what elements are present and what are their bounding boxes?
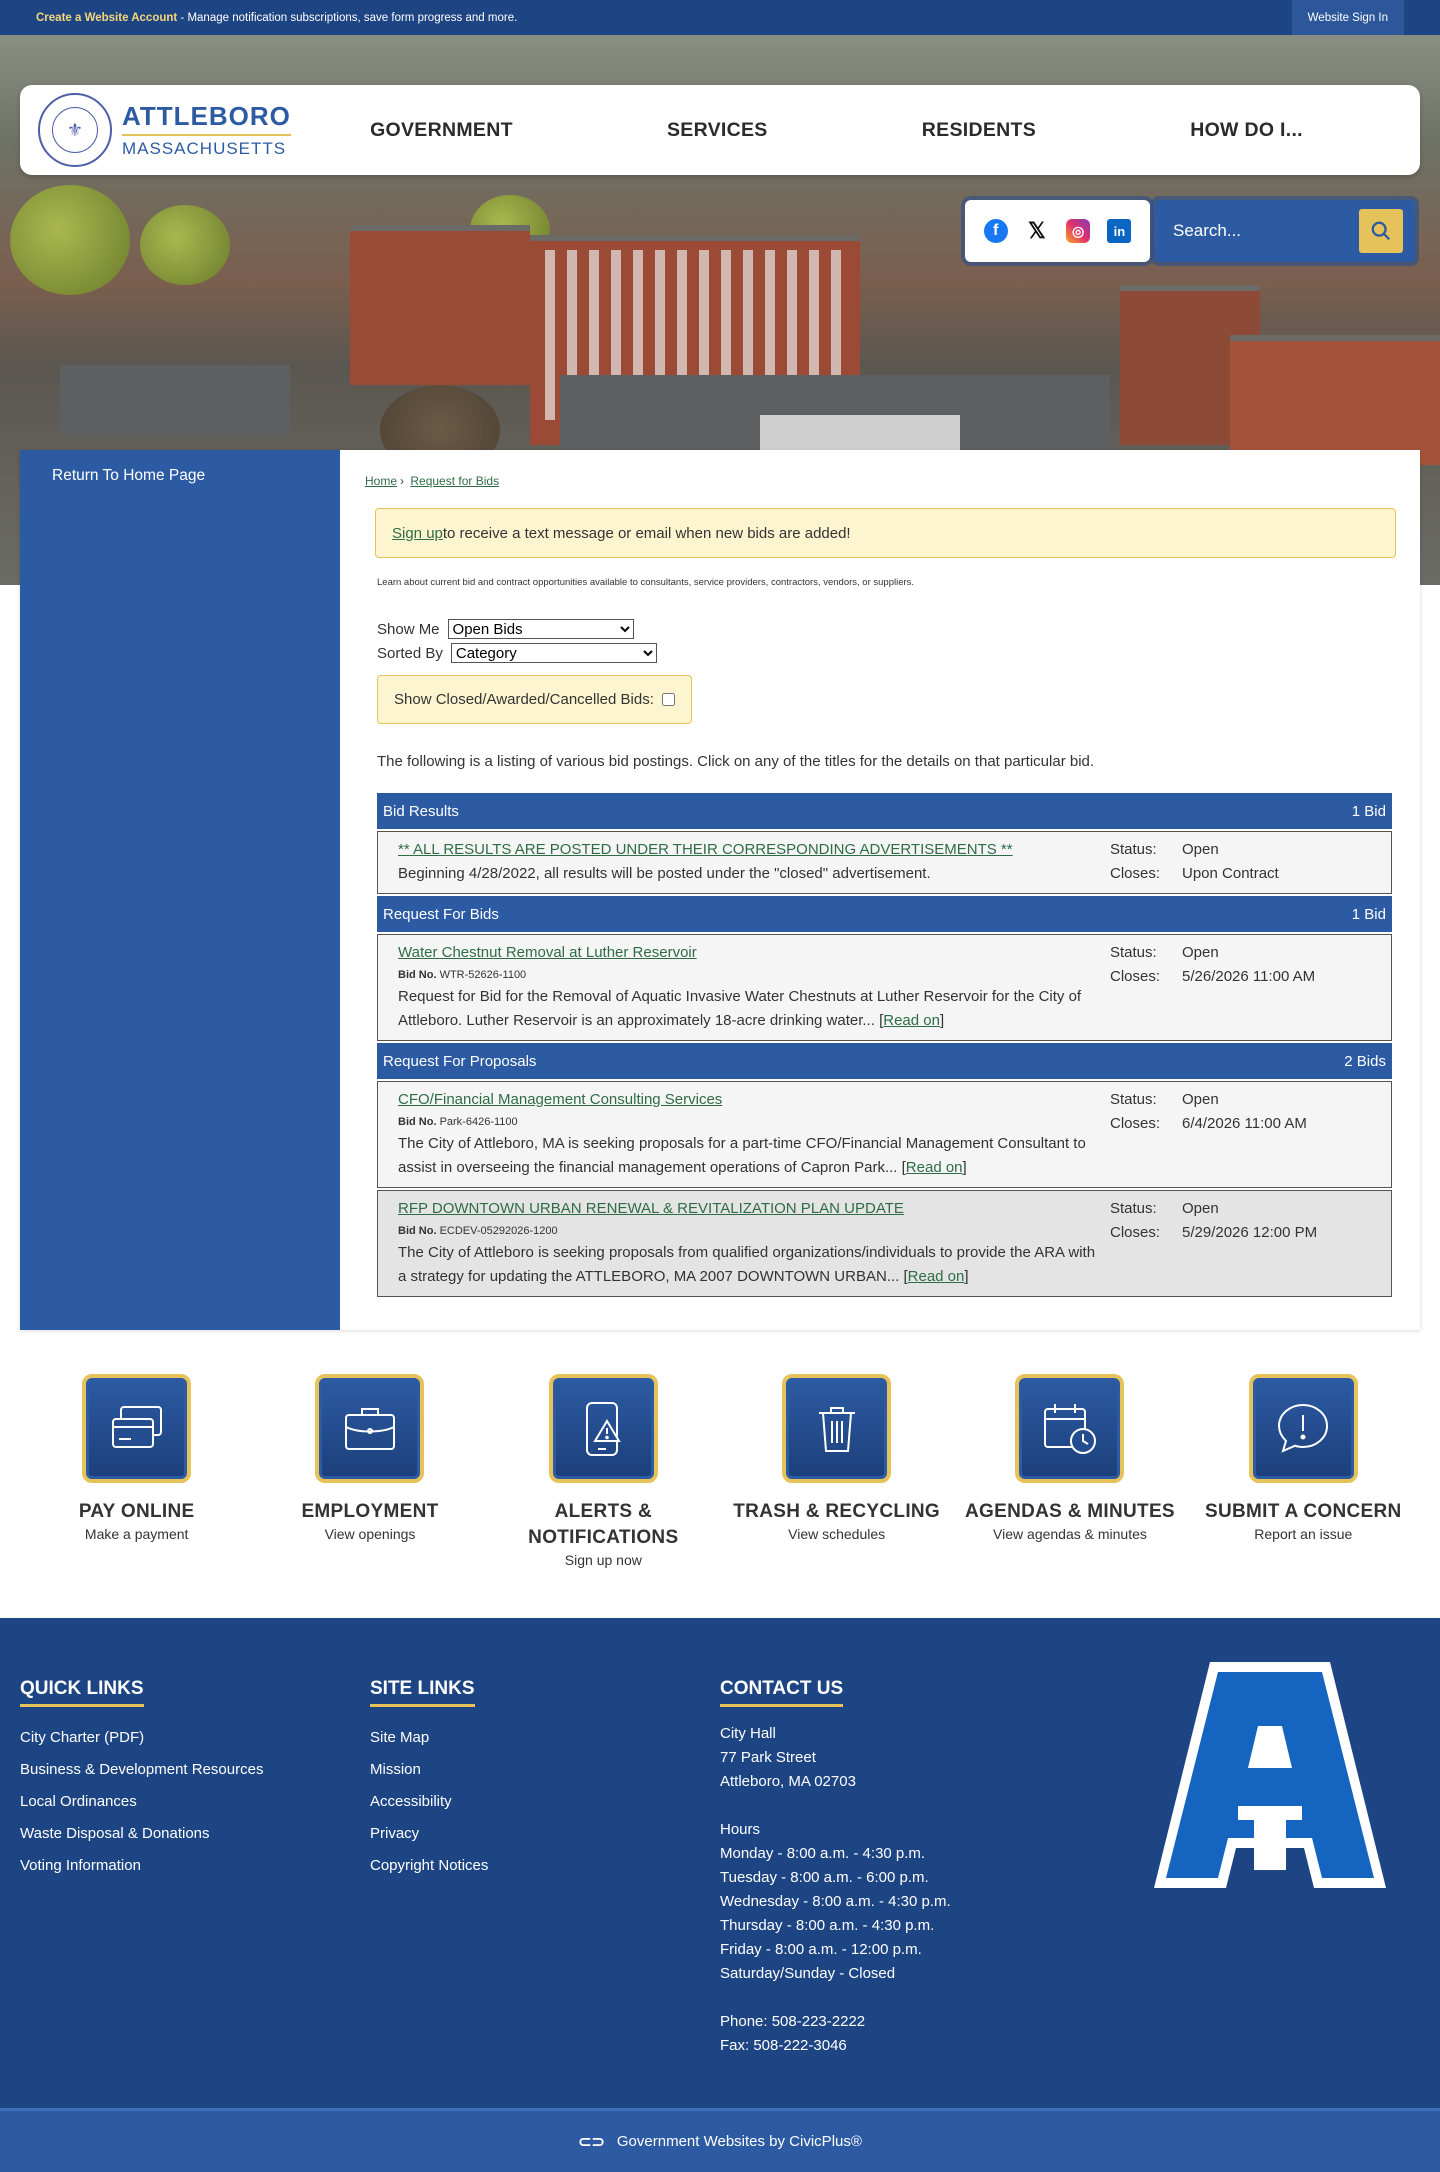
closes-label: Closes: xyxy=(1110,968,1161,985)
category-header-request-for-proposals xyxy=(377,1043,1392,1079)
bid-status: Open xyxy=(1182,1091,1219,1108)
quick-links xyxy=(20,1678,370,2058)
contact-line xyxy=(720,1794,1070,1818)
breadcrumb-home[interactable]: Home xyxy=(365,474,398,488)
return-home-link[interactable]: Return To Home Page xyxy=(52,467,206,484)
read-on-link[interactable]: Read on xyxy=(905,1159,963,1176)
tile-title: TRASH & RECYCLING xyxy=(733,1501,940,1522)
search-box[interactable] xyxy=(1155,200,1415,262)
contact-heading: CONTACT US xyxy=(720,1678,843,1707)
tile-subtitle: View agendas & minutes xyxy=(993,1526,1147,1542)
bid-closes: Upon Contract xyxy=(1182,865,1279,882)
learn-text: Learn about current bid and contract opportunities available to consultants, service providers, contractors, vendors, or suppliers. xyxy=(377,577,915,588)
account-banner-desc: - Manage notification subscriptions, save form progress and more. xyxy=(177,11,518,24)
tile-title: AGENDAS & MINUTES xyxy=(965,1501,1175,1522)
site-links xyxy=(370,1678,720,2058)
bid-item xyxy=(377,1190,1392,1297)
top-bar xyxy=(0,0,1440,35)
status-label: Status: xyxy=(1110,841,1157,858)
category-count: 1 Bid xyxy=(1351,905,1386,923)
instagram-icon[interactable]: ◎ xyxy=(1066,219,1090,243)
contact-line: Phone: 508-223-2222 xyxy=(720,2013,866,2030)
contact-line: Tuesday - 8:00 a.m. - 6:00 p.m. xyxy=(720,1869,929,1886)
quick-tiles xyxy=(0,1330,1440,1618)
contact-line: Wednesday - 8:00 a.m. - 4:30 p.m. xyxy=(720,1893,951,1910)
bid-title-link[interactable]: Water Chestnut Removal at Luther Reservoir xyxy=(398,944,697,961)
contact-line: Saturday/Sunday - Closed xyxy=(720,1965,896,1982)
city-logo[interactable] xyxy=(38,93,293,167)
quick-link[interactable]: Voting Information xyxy=(20,1857,141,1874)
tile-title: ALERTS & NOTIFICATIONS xyxy=(528,1501,679,1548)
bid-title-link[interactable]: RFP DOWNTOWN URBAN RENEWAL & REVITALIZATION PLAN UPDATE xyxy=(398,1200,904,1217)
show-closed-toggle xyxy=(377,675,692,724)
bid-item xyxy=(377,934,1392,1041)
read-on-link[interactable]: Read on xyxy=(883,1012,940,1029)
credit-card-icon xyxy=(107,1401,167,1457)
site-link[interactable]: Site Map xyxy=(370,1729,430,1746)
show-me-select[interactable] xyxy=(448,619,634,639)
contact-line: Monday - 8:00 a.m. - 4:30 p.m. xyxy=(720,1845,926,1862)
facebook-icon[interactable]: f xyxy=(984,219,1008,243)
social-links xyxy=(965,200,1150,262)
quick-link[interactable]: Business & Development Resources xyxy=(20,1761,264,1778)
show-closed-label: Show Closed/Awarded/Cancelled Bids: xyxy=(394,691,654,708)
bid-description: Beginning 4/28/2022, all results will be posted under the "closed" advertisement. xyxy=(398,865,931,882)
bid-description: The City of Attleboro, MA is seeking proposals for a part-time CFO/Financial Management Consultant to assist in overseeing the financial management operations of Capron Park... [Read on] xyxy=(398,1135,1086,1176)
tile-trash[interactable] xyxy=(724,1374,950,1568)
read-on-link[interactable]: Read on xyxy=(907,1268,965,1285)
bid-title-link[interactable]: ** ALL RESULTS ARE POSTED UNDER THEIR CORRESPONDING ADVERTISEMENTS ** xyxy=(398,841,1013,858)
main-nav xyxy=(293,119,1420,142)
search-icon xyxy=(1370,220,1392,242)
signup-notice-text: to receive a text message or email when new bids are added! xyxy=(442,524,851,542)
category-count: 1 Bid xyxy=(1351,802,1386,820)
quick-link[interactable]: Waste Disposal & Donations xyxy=(20,1825,210,1842)
calendar-clock-icon xyxy=(1039,1399,1101,1459)
civicplus-link[interactable]: Government Websites by CivicPlus® xyxy=(616,2133,862,2150)
breadcrumb-request-for-bids[interactable]: Request for Bids xyxy=(410,474,500,488)
city-seal-icon: ⚜ xyxy=(38,93,112,167)
main-content-area xyxy=(20,450,1420,1330)
category-name: Bid Results xyxy=(383,802,459,820)
attleboro-a-logo-icon xyxy=(1150,1656,1390,1896)
bid-closes: 6/4/2026 11:00 AM xyxy=(1182,1115,1307,1132)
bid-description: The City of Attleboro is seeking proposals from qualified organizations/individuals to provide the ARA with a strategy for updating the ATTLEBORO, MA 2007 DOWNTOWN URBAN... [Read on] xyxy=(398,1244,1096,1285)
linkedin-icon[interactable]: in xyxy=(1107,219,1131,243)
sidebar xyxy=(20,450,340,1330)
trash-icon xyxy=(807,1399,867,1459)
quick-links-heading: QUICK LINKS xyxy=(20,1678,144,1707)
tile-subtitle: View schedules xyxy=(788,1526,886,1542)
category-header-bid-results xyxy=(377,793,1392,829)
quick-link[interactable]: Local Ordinances xyxy=(20,1793,137,1810)
show-me-label: Show Me xyxy=(377,620,440,638)
tile-title: EMPLOYMENT xyxy=(301,1501,439,1522)
bid-item xyxy=(377,1081,1392,1188)
civicplus-logo-icon: ⊂⊃ xyxy=(578,2133,605,2151)
nav-residents[interactable]: RESIDENTS xyxy=(921,118,1037,141)
exclamation-bubble-icon xyxy=(1273,1399,1333,1459)
bid-item xyxy=(377,831,1392,894)
bid-postings xyxy=(340,450,1420,1330)
tile-submit-concern[interactable] xyxy=(1190,1374,1416,1568)
bid-description: Request for Bid for the Removal of Aquatic Invasive Water Chestnuts at Luther Reservoir for the City of Attleboro. Luther Reservoir is an approximately 18-acre drinking water... [Read on] xyxy=(398,988,1082,1029)
category-count: 2 Bids xyxy=(1344,1052,1386,1070)
sorted-by-label: Sorted By xyxy=(377,644,443,662)
status-label: Status: xyxy=(1110,1200,1157,1217)
bid-list xyxy=(377,793,1392,1297)
nav-services[interactable]: SERVICES xyxy=(666,118,768,141)
logo-state-name: MASSACHUSETTS xyxy=(122,139,287,158)
bid-number: Bid No. ECDEV-05292026-1200 xyxy=(398,1225,558,1237)
bid-number: Bid No. Park-6426-1100 xyxy=(398,1116,518,1128)
quick-link[interactable]: City Charter (PDF) xyxy=(20,1729,145,1746)
contact-line: Friday - 8:00 a.m. - 12:00 p.m. xyxy=(720,1941,922,1958)
contact-line: City Hall xyxy=(720,1725,776,1742)
website-sign-in-button[interactable]: Website Sign In xyxy=(1292,0,1404,35)
bid-closes: 5/29/2026 12:00 PM xyxy=(1182,1224,1318,1241)
site-link[interactable]: Copyright Notices xyxy=(370,1857,489,1874)
tile-subtitle: View openings xyxy=(324,1526,416,1542)
search-button[interactable] xyxy=(1359,209,1403,253)
closes-label: Closes: xyxy=(1110,1224,1161,1241)
site-footer xyxy=(0,1618,1440,2108)
site-header xyxy=(20,85,1420,175)
contact-line: Fax: 508-222-3046 xyxy=(720,2037,847,2054)
bid-status: Open xyxy=(1182,944,1219,961)
site-links-heading: SITE LINKS xyxy=(370,1678,475,1707)
status-label: Status: xyxy=(1110,1091,1157,1108)
bid-title-link[interactable]: CFO/Financial Management Consulting Services xyxy=(398,1091,723,1108)
category-header-request-for-bids xyxy=(377,896,1392,932)
site-link[interactable]: Accessibility xyxy=(370,1793,452,1810)
site-link[interactable]: Mission xyxy=(370,1761,421,1778)
contact-us xyxy=(720,1678,1070,2058)
contact-line: Attleboro, MA 02703 xyxy=(720,1773,856,1790)
tile-alerts[interactable] xyxy=(490,1374,716,1568)
bid-filters xyxy=(377,617,1396,665)
contact-line: Hours xyxy=(720,1821,761,1838)
tile-title: PAY ONLINE xyxy=(78,1501,195,1522)
category-name: Request For Bids xyxy=(383,905,499,923)
tile-agendas[interactable] xyxy=(957,1374,1183,1568)
bid-number: Bid No. WTR-52626-1100 xyxy=(398,969,527,981)
closes-label: Closes: xyxy=(1110,865,1161,882)
tile-employment[interactable] xyxy=(257,1374,483,1568)
phone-alert-icon xyxy=(573,1399,633,1459)
site-link[interactable]: Privacy xyxy=(370,1825,420,1842)
bid-status: Open xyxy=(1182,1200,1219,1217)
listing-intro: The following is a listing of various bid postings. Click on any of the titles for the details on that particular bid. xyxy=(377,753,1095,770)
tile-title: SUBMIT A CONCERN xyxy=(1205,1501,1402,1522)
tile-pay-online[interactable] xyxy=(24,1374,250,1568)
sorted-by-select[interactable] xyxy=(451,643,657,663)
breadcrumb: Home › Request for Bids xyxy=(365,474,500,488)
briefcase-icon xyxy=(340,1401,400,1457)
create-account-link[interactable]: Create a Website Account xyxy=(36,11,178,24)
closes-label: Closes: xyxy=(1110,1115,1161,1132)
bid-closes: 5/26/2026 11:00 AM xyxy=(1182,968,1316,985)
search-input[interactable]: Search... xyxy=(1173,221,1242,240)
account-banner xyxy=(36,12,517,24)
tile-subtitle: Report an issue xyxy=(1254,1526,1353,1542)
logo-city-name: ATTLEBORO xyxy=(122,101,291,136)
contact-line: Thursday - 8:00 a.m. - 4:30 p.m. xyxy=(720,1917,935,1934)
bid-status: Open xyxy=(1182,841,1219,858)
signup-link[interactable]: Sign up xyxy=(392,524,443,542)
nav-government[interactable]: GOVERNMENT xyxy=(370,118,513,141)
contact-line: 77 Park Street xyxy=(720,1749,816,1766)
tile-subtitle: Sign up now xyxy=(564,1552,642,1568)
contact-line xyxy=(720,1986,1070,2010)
show-closed-checkbox[interactable] xyxy=(662,693,675,706)
civicplus-bar xyxy=(0,2108,1440,2172)
nav-how-do-i[interactable]: HOW DO I... xyxy=(1190,118,1303,141)
status-label: Status: xyxy=(1110,944,1157,961)
tile-subtitle: Make a payment xyxy=(84,1526,189,1542)
x-twitter-icon[interactable]: 𝕏 xyxy=(1028,218,1046,243)
signup-notice xyxy=(375,508,1396,558)
category-name: Request For Proposals xyxy=(383,1052,537,1070)
